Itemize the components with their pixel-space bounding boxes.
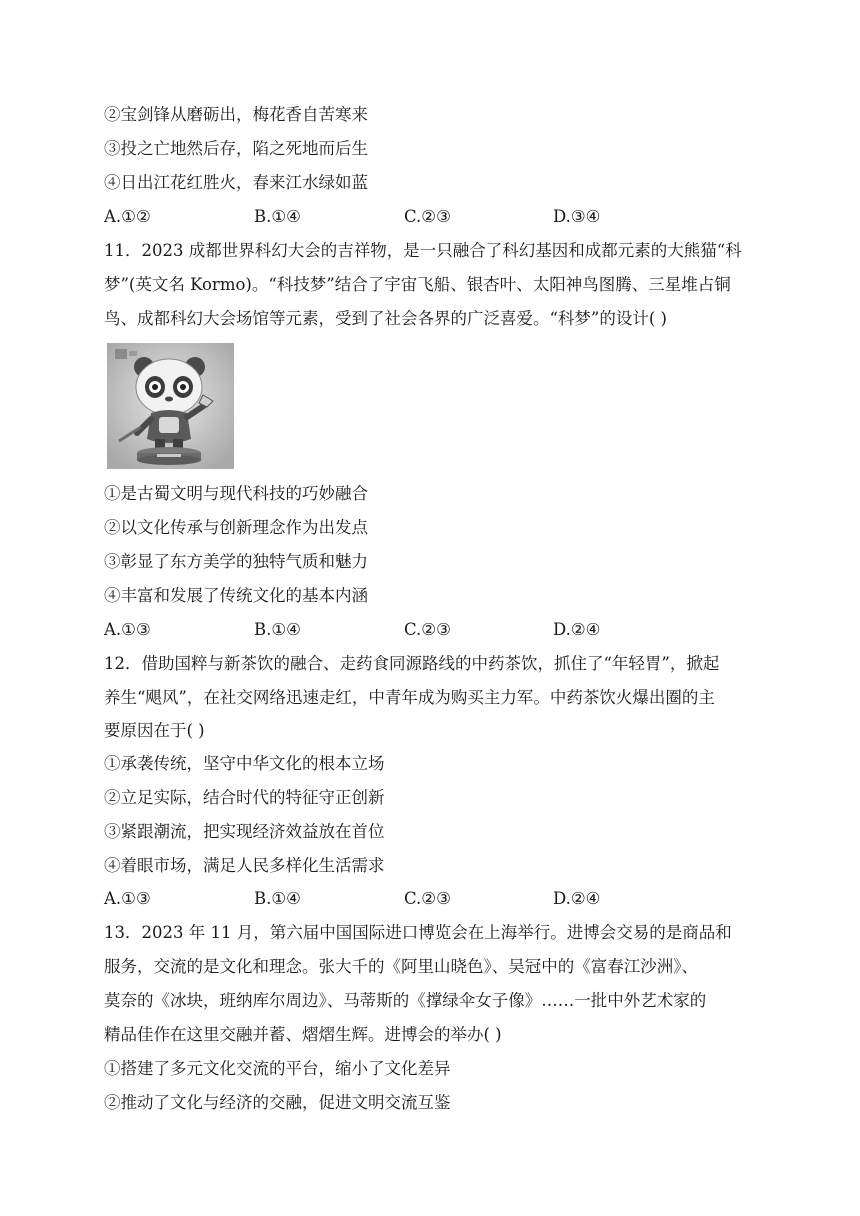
q10-option-c: C.②③ <box>404 207 451 226</box>
q13-stem-line-2: 服务，交流的是文化和理念。张大千的《阿里山晓色》、吴冠中的《富春江沙洲》、 <box>104 957 698 976</box>
q10-item-3: ③投之亡地然后存，陷之死地而后生 <box>104 139 368 158</box>
q12-item-3: ③紧跟潮流，把实现经济效益放在首位 <box>104 822 385 841</box>
q11-item-3: ③彰显了东方美学的独特气质和魅力 <box>104 552 368 571</box>
q10-option-d: D.③④ <box>553 207 601 226</box>
q12-stem-line-3: 要原因在于( ) <box>104 721 205 740</box>
q12-options <box>104 888 804 910</box>
q12-option-d: D.②④ <box>553 889 601 908</box>
q13-stem-line-4: 精品佳作在这里交融并蓄、熠熠生辉。进博会的举办( ) <box>104 1025 502 1044</box>
q13-stem-line-1: 13．2023 年 11 月，第六届中国国际进口博览会在上海举行。进博会交易的是商品和 <box>104 923 732 942</box>
q11-stem-line-2: 梦”(英文名 Kormo)。“科技梦”结合了宇宙飞船、银杏叶、太阳神鸟图腾、三星堆占铜 <box>104 275 731 294</box>
q10-item-4: ④日出江花红胜火，春来江水绿如蓝 <box>104 173 368 192</box>
q13-item-1: ①搭建了多元文化交流的平台，缩小了文化差异 <box>104 1059 451 1078</box>
q10-option-a: A.①② <box>104 207 151 226</box>
q13-item-2: ②推动了文化与经济的交融，促进文明交流互鉴 <box>104 1093 451 1112</box>
q12-stem-line-1: 12．借助国粹与新茶饮的融合、走药食同源路线的中药茶饮，抓住了“年轻胃”，掀起 <box>104 654 720 673</box>
q10-item-2: ②宝剑锋从磨砺出，梅花香自苦寒来 <box>104 105 368 124</box>
q12-item-2: ②立足实际，结合时代的特征守正创新 <box>104 788 385 807</box>
q11-options <box>104 619 804 641</box>
q10-option-b: B.①④ <box>254 207 301 226</box>
q11-stem-line-1: 11．2023 成都世界科幻大会的吉祥物，是一只融合了科幻基因和成都元素的大熊猫“科 <box>104 241 742 260</box>
q12-option-a: A.①③ <box>104 889 151 908</box>
panda-mascot-figure <box>107 343 234 469</box>
panda-mascot-image <box>107 343 234 469</box>
q12-option-c: C.②③ <box>404 889 451 908</box>
q12-stem-line-2: 养生“飓风”，在社交网络迅速走红，中青年成为购买主力军。中药茶饮火爆出圈的主 <box>104 688 715 707</box>
q11-item-2: ②以文化传承与创新理念作为出发点 <box>104 518 368 537</box>
q11-option-b: B.①④ <box>254 620 301 639</box>
q12-item-1: ①承袭传统，坚守中华文化的根本立场 <box>104 754 385 773</box>
q11-stem-line-3: 鸟、成都科幻大会场馆等元素，受到了社会各界的广泛喜爱。“科梦”的设计( ) <box>104 309 667 328</box>
q12-option-b: B.①④ <box>254 889 301 908</box>
q11-option-d: D.②④ <box>553 620 601 639</box>
q11-item-1: ①是古蜀文明与现代科技的巧妙融合 <box>104 484 368 503</box>
q11-option-a: A.①③ <box>104 620 151 639</box>
q11-item-4: ④丰富和发展了传统文化的基本内涵 <box>104 586 368 605</box>
q11-option-c: C.②③ <box>404 620 451 639</box>
q10-options <box>104 206 804 228</box>
q13-stem-line-3: 莫奈的《冰块，班纳库尔周边》、马蒂斯的《撑绿伞女子像》……一批中外艺术家的 <box>104 991 707 1010</box>
q12-item-4: ④着眼市场，满足人民多样化生活需求 <box>104 856 385 875</box>
